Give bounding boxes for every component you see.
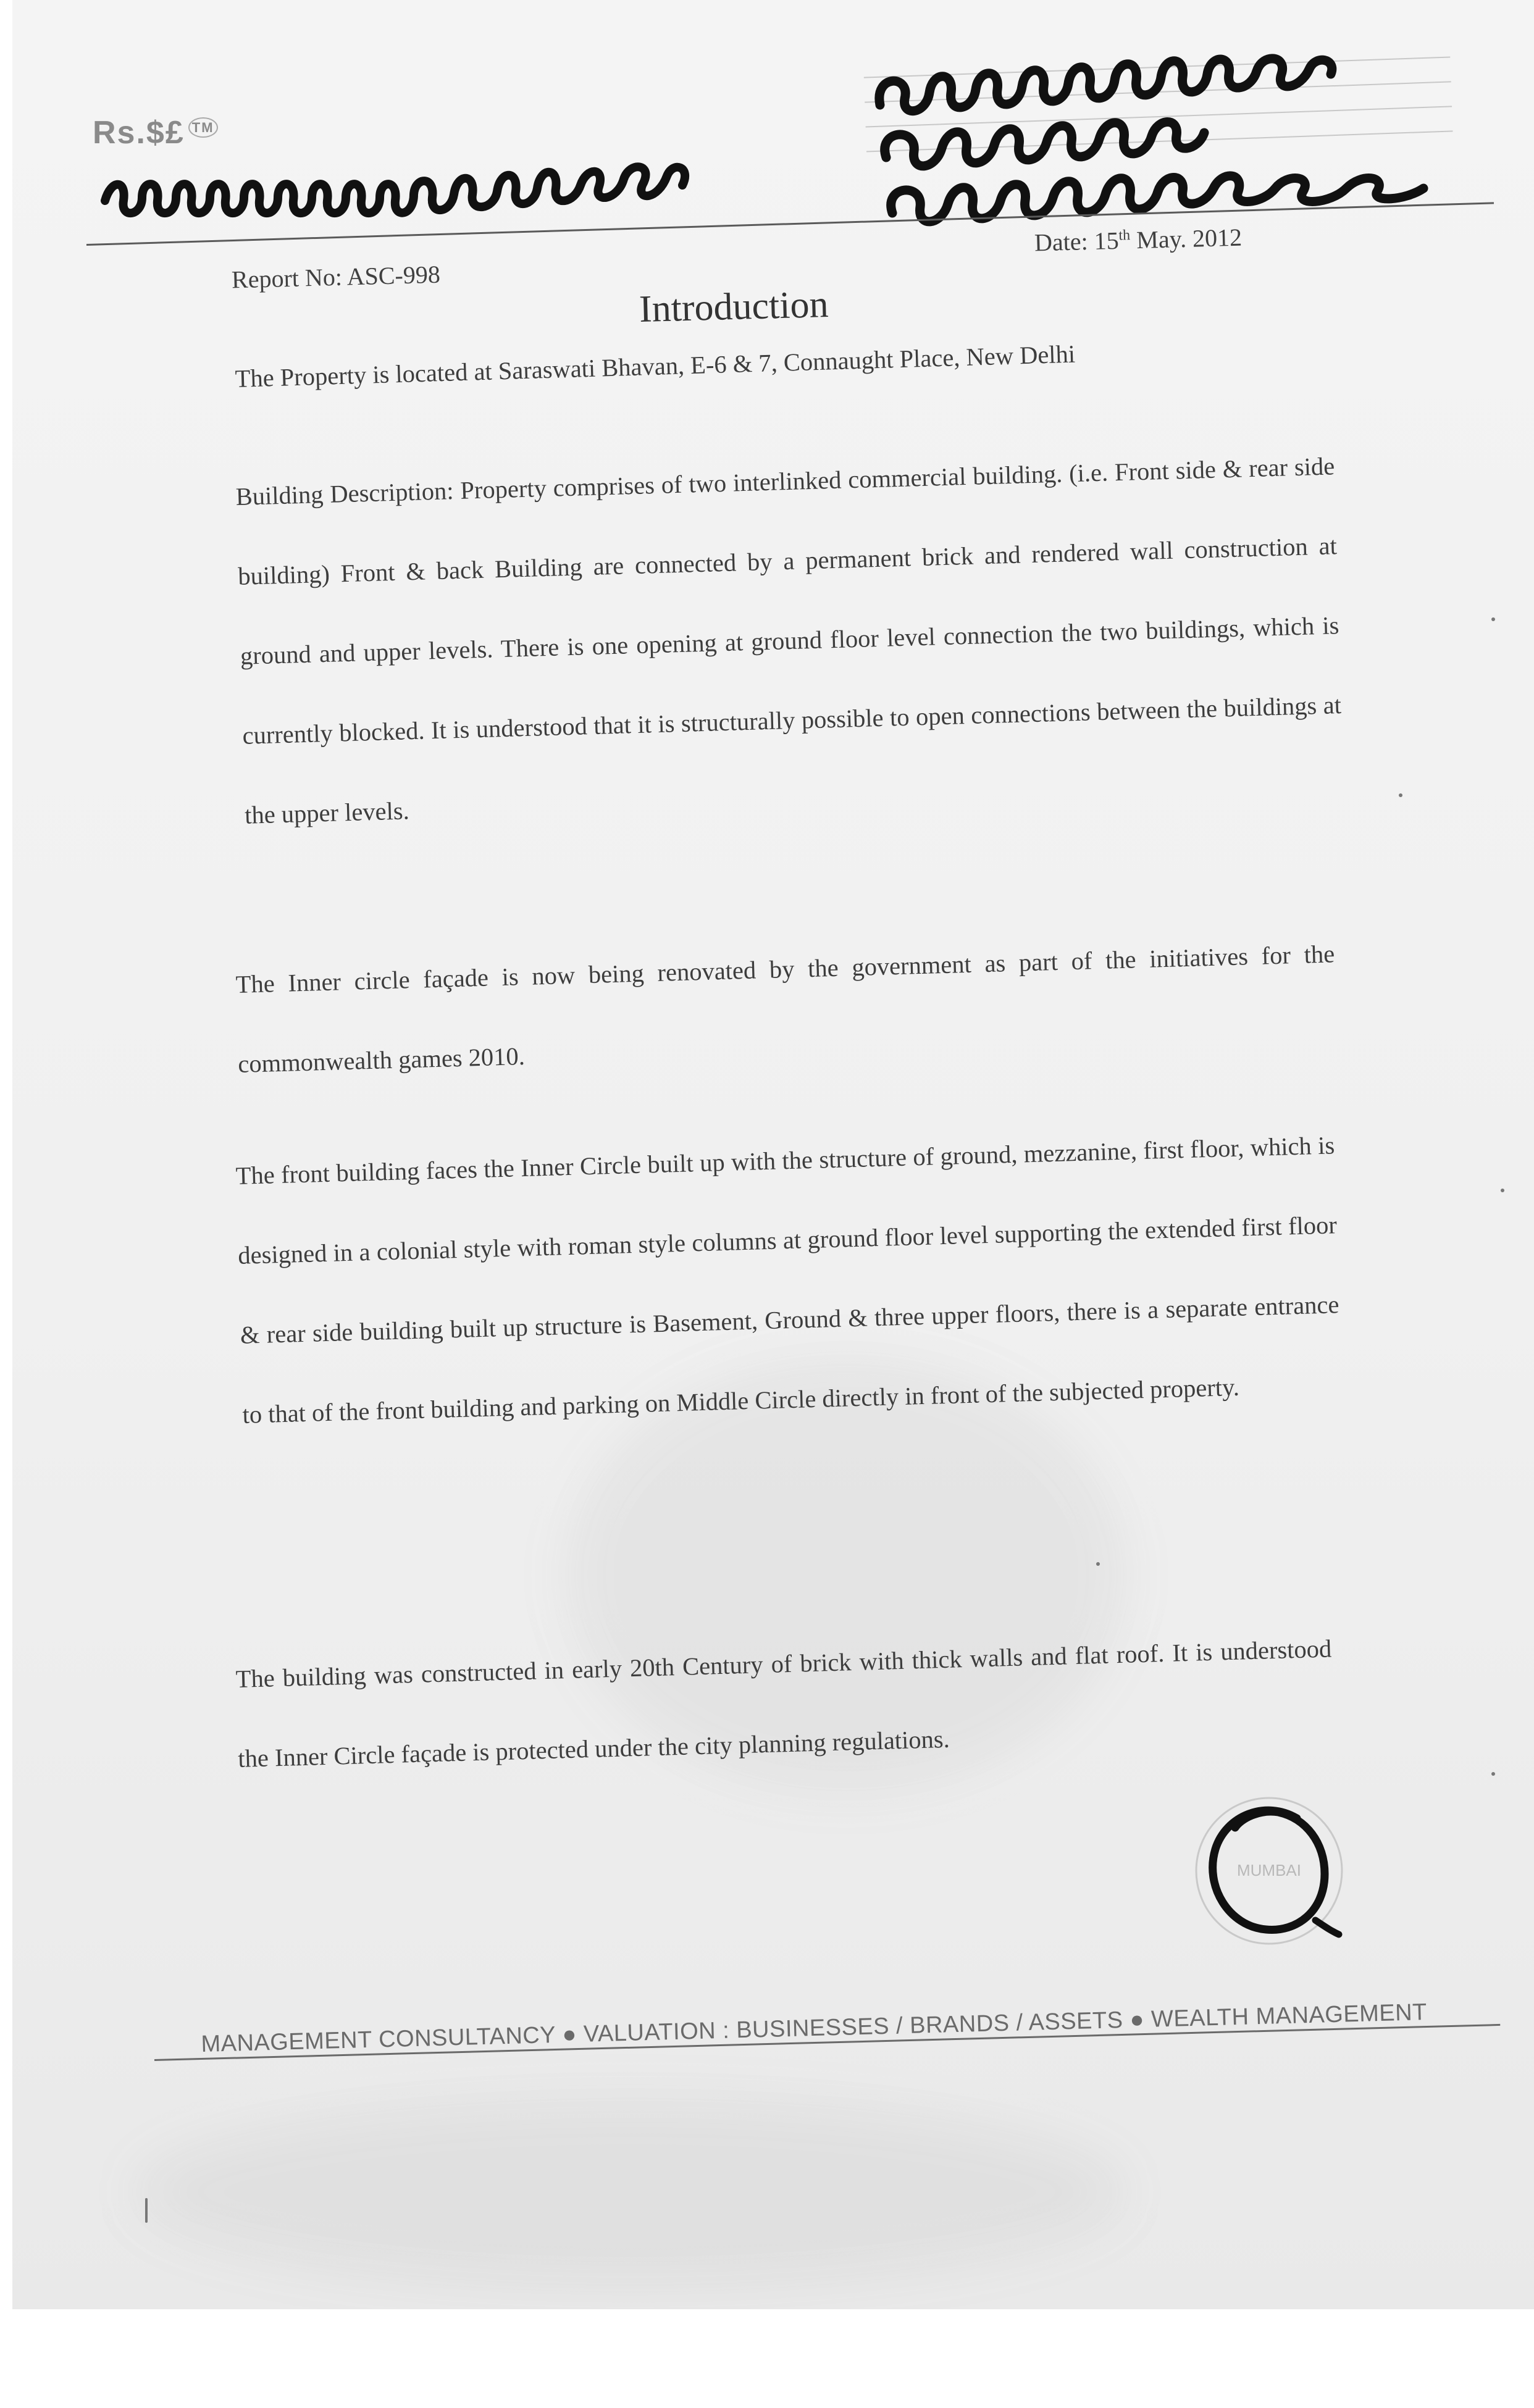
- page-title: Introduction: [639, 283, 829, 331]
- date-suffix: May. 2012: [1130, 223, 1243, 254]
- scan-speck: [1096, 1562, 1100, 1566]
- date-prefix: Date: 15: [1034, 226, 1120, 257]
- report-number: Report No: ASC-998: [231, 260, 441, 294]
- scan-speck: [145, 2198, 148, 2223]
- report-date: [1034, 223, 1242, 257]
- scan-speck: [1501, 1189, 1504, 1192]
- scan-speck: [1399, 793, 1402, 797]
- paragraph-building-description: Building Description: Property comprises of two interlinked commercial building. (i.e. Front side & rear side building) Front & back Building are connected by a permanent brick and rendered wall construction at ground and upper levels. There is one opening at ground floor level connection the two buildings, which is currently blocked. It is understood that it is structurally possible to open connections between the buildings at the upper levels.: [235, 452, 1342, 829]
- date-ordinal: th: [1118, 227, 1131, 244]
- redaction-scribble-company-name: [99, 142, 809, 235]
- seal-text: MUMBAI: [1237, 1861, 1301, 1879]
- paragraph-front-building: The front building faces the Inner Circle built up with the structure of ground, mezzanine, first floor, which is designed in a colonial style with roman style columns at ground floor level supporting the extended first floor & rear side building built up structure is Basement, Ground & three upper floors, there is a separate entrance to that of the front building and parking on Middle Circle directly in front of the subjected property.: [235, 1131, 1339, 1429]
- company-seal-stamp: [1192, 1794, 1346, 1948]
- footer-services-line: MANAGEMENT CONSULTANCY ● VALUATION : BUSINESSES / BRANDS / ASSETS ● WEALTH MANAGEMENT: [201, 1999, 1428, 2057]
- paragraph-location: The Property is located at Saraswati Bhavan, E-6 & 7, Connaught Place, New Delhi: [235, 340, 1076, 393]
- scan-bottom-margin: [0, 2309, 1534, 2408]
- paragraph-facade: The Inner circle façade is now being renovated by the government as part of the initiatives for the commonwealth games 2010.: [235, 940, 1335, 1078]
- document-page: [12, 0, 1534, 2309]
- logo-text: Rs.$£: [93, 115, 185, 151]
- trademark-symbol: TM: [188, 117, 218, 138]
- scan-speck: [1491, 1772, 1495, 1776]
- scan-speck: [1491, 617, 1495, 621]
- paper-smudge: [136, 2099, 1124, 2285]
- paragraph-construction: The building was constructed in early 20th Century of brick with thick walls and flat roof. It is understood the Inner Circle façade is protected under the city planning regulations.: [235, 1634, 1332, 1773]
